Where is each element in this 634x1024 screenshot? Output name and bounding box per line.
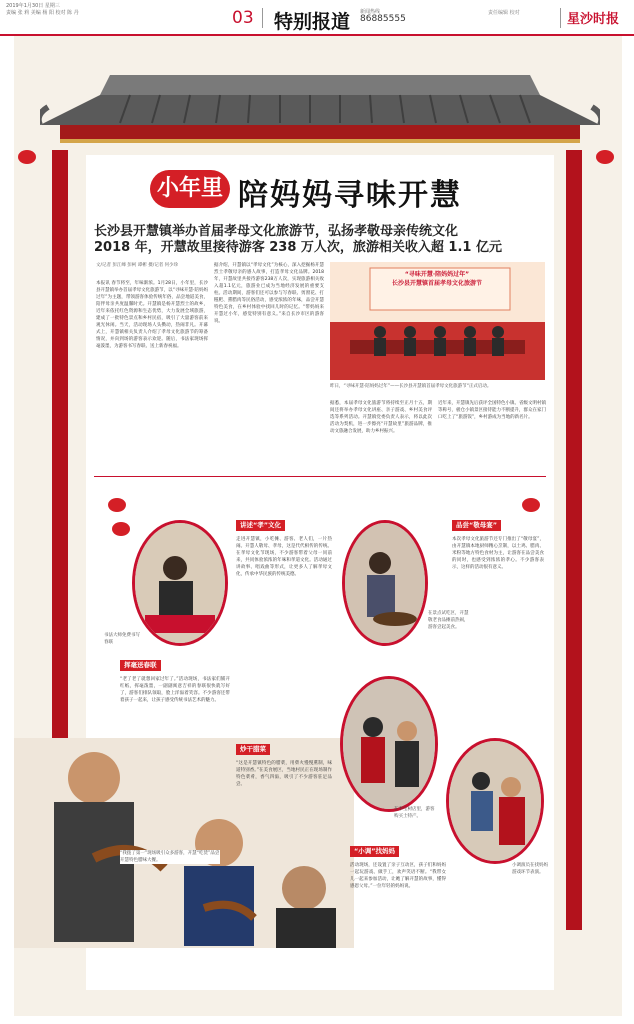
lantern-icon: [522, 498, 540, 512]
tag-kids: “小调”找妈妈: [350, 846, 399, 857]
headline-badge: 小年里: [150, 170, 230, 208]
cooking-photo: [342, 520, 428, 646]
lantern-icon: [596, 150, 614, 164]
mother-feast-text: 本次孝母文化旅游节还专门推出了“敬母宴”，由开慧镇本地厨师精心烹制，以土鸡、腊肉、米粉等地方特色食材为主，让游客在品尝美食的同时，也感受到浓浓的孝心。不少游客表示，这样的活动很有意义。: [452, 537, 544, 570]
header-right-info: 责任编辑 校对: [488, 10, 520, 16]
article-column-3: 据悉，本届孝母文化旅游节将持续至正月十五，期间还将举办孝母文化讲座、亲子游戏、乡村美食评选等系列活动。开慧镇党委负责人表示，将以此次活动为契机，进一步擦亮“开慧故里”旅游品牌，推动文旅融合发展，助力乡村振兴。: [330, 401, 432, 434]
headline-title: 陪妈妈寻味开慧: [238, 178, 462, 213]
temple-roof-illustration: [40, 55, 600, 145]
issue-date: 2019年1月30日 星期三 责编 张 莉 美编 杨 阳 校对 陈 丹: [6, 3, 79, 16]
article-column-4: 近年来，开慧镇先后获评全国特色小镇、省级文明村镇等称号，板仓小镇景区接待能力不断提升，群众在家门口吃上了“旅游饭”，乡村游成为当地的新名片。: [438, 401, 546, 420]
article-column-2: 据介绍，开慧镇以“孝母文化”为核心，深入挖掘杨开慧烈士孝敬母亲的感人故事，打造孝母文化品牌。2018年，开慧故里共接待游客238万人次，实现旅游相关收入超1.1亿元，旅游业已成为当地经济发展的重要支柱。活动期间，游客们还可以参与写春联、剪窗花、打糍粑、熏腊肉等民俗活动，感受浓浓的年味，品尝开慧特色美食，在乡村体验中找回儿时的记忆。“带妈妈来开慧过小年，感觉特别有意义。”来自长沙市区的游客说。: [214, 263, 324, 324]
paper-logo: 星沙时报: [567, 12, 620, 27]
subheadline-stats: 2018 年，开慧故里接待游客 238 万人次，旅游相关收入超 1.1 亿元: [94, 240, 502, 255]
lantern-icon: [18, 150, 36, 164]
hotline: 新闻热线 86885555: [360, 9, 406, 24]
calligraphy-caption: 书法大师免费书写春联: [104, 633, 140, 645]
page-number: 03: [232, 8, 254, 28]
lantern-icon: [112, 522, 130, 536]
hero-caption: 昨日，“寻味开慧·陪妈妈过年”——长沙县开慧镇首届孝母文化旅游节“正式启动。: [330, 384, 492, 389]
header-divider: [262, 8, 263, 28]
hero-banner-text: “寻味开慧·陪妈妈过年” 长沙县开慧镇首届孝母文化旅游节: [391, 271, 482, 287]
byline: 文/记者 彭江峰 彭柯 谭彬 摄/记者 何少珍: [96, 263, 179, 268]
filial-culture-text: 走进开慧镇，小吃摊、游客、老人们，一片热闹。开慧人敬母、孝母，这是代代相传的传统。在孝母文化节现场，不少游客带着父母一同前来，共同体验浓浓的年味和孝道文化。活动通过讲故事、唱戏曲等形式，让更多人了解孝母文化，传承中华民族的传统美德。: [236, 537, 332, 577]
shop-photo: [340, 676, 438, 812]
subheadline: 长沙县开慧镇举办首届孝母文化旅游节，弘扬孝敬母亲传统文化: [94, 224, 459, 239]
cooking-caption: 在景点试吃区，开慧敬老食品摊前热闹，游客尝起美食。: [428, 611, 469, 630]
stir-fry-text: “这是开慧镇特色的腊菜，用柴火慢慢熏制，味道特别香。”在美食展区，当地村民正在现场制作特色菜肴，香气四溢，吸引了不少游客驻足品尝。: [236, 761, 332, 787]
tasting-caption: “我拨了第一”现场吸引众多游客，开慧“吃货”品尝开慧特色腊味大餐。: [120, 851, 220, 863]
lantern-icon: [108, 498, 126, 512]
calligraphy-photo: [132, 520, 228, 646]
kids-caption: 小调演员在找妈妈游戏环节表演。: [512, 863, 548, 875]
calligraphy-text: “老了老了就想回家过年了。”活动现场，书法家们铺开红纸，挥毫泼墨，一副副寓意吉祥的春联很快就写好了，游客们排队领取，脸上洋溢着笑容。不少游客还带着孩子一起来，让孩子感受传统书法艺术的魅力。: [120, 677, 230, 703]
section-divider: [94, 476, 546, 477]
header-divider-2: [560, 8, 561, 28]
kids-photo: [446, 738, 544, 864]
kids-text: 活动现场，还设置了亲子互动区，孩子们和妈妈一起玩游戏、做手工，欢声笑语不断。“我带女儿一起来参加活动，让她了解开慧的故事，懂得感恩父母。”一位年轻的妈妈说。: [350, 863, 446, 889]
shop-caption: 在李宝树店里，游客购买土特产。: [394, 807, 435, 819]
section-title: 特别报道: [274, 11, 351, 33]
article-column-1: 本报讯 春节将至，年味渐浓。1月28日，小年里，长沙县开慧镇举办首届孝母文化旅游节，以“寻味开慧·陪妈妈过年”为主题，带领游客体验传统年俗，品尝地道美食，陪伴母亲共度温馨时光。开慧镇是杨开慧烈士的故乡，近年来依托红色资源和生态优势，大力发展全域旅游，建成了一批特色景点和乡村民宿，吸引了大量游客前来观光休闲。当天，活动现场人头攒动，热闹非凡。开幕式上，开慧镇相关负责人介绍了孝母文化旅游节的筹备情况，并向到场的游客表示欢迎。随后，书法家现场挥毫泼墨，为游客书写春联、送上新春祝福。: [96, 281, 208, 349]
tag-calligraphy: 挥毫送春联: [120, 660, 161, 671]
tag-filial-culture: 讲述“孝”文化: [236, 520, 285, 531]
tag-stir-fry: 炒干腊菜: [236, 744, 270, 755]
right-pillar: [566, 150, 582, 930]
tag-mother-feast: 品尝“敬母宴”: [452, 520, 501, 531]
